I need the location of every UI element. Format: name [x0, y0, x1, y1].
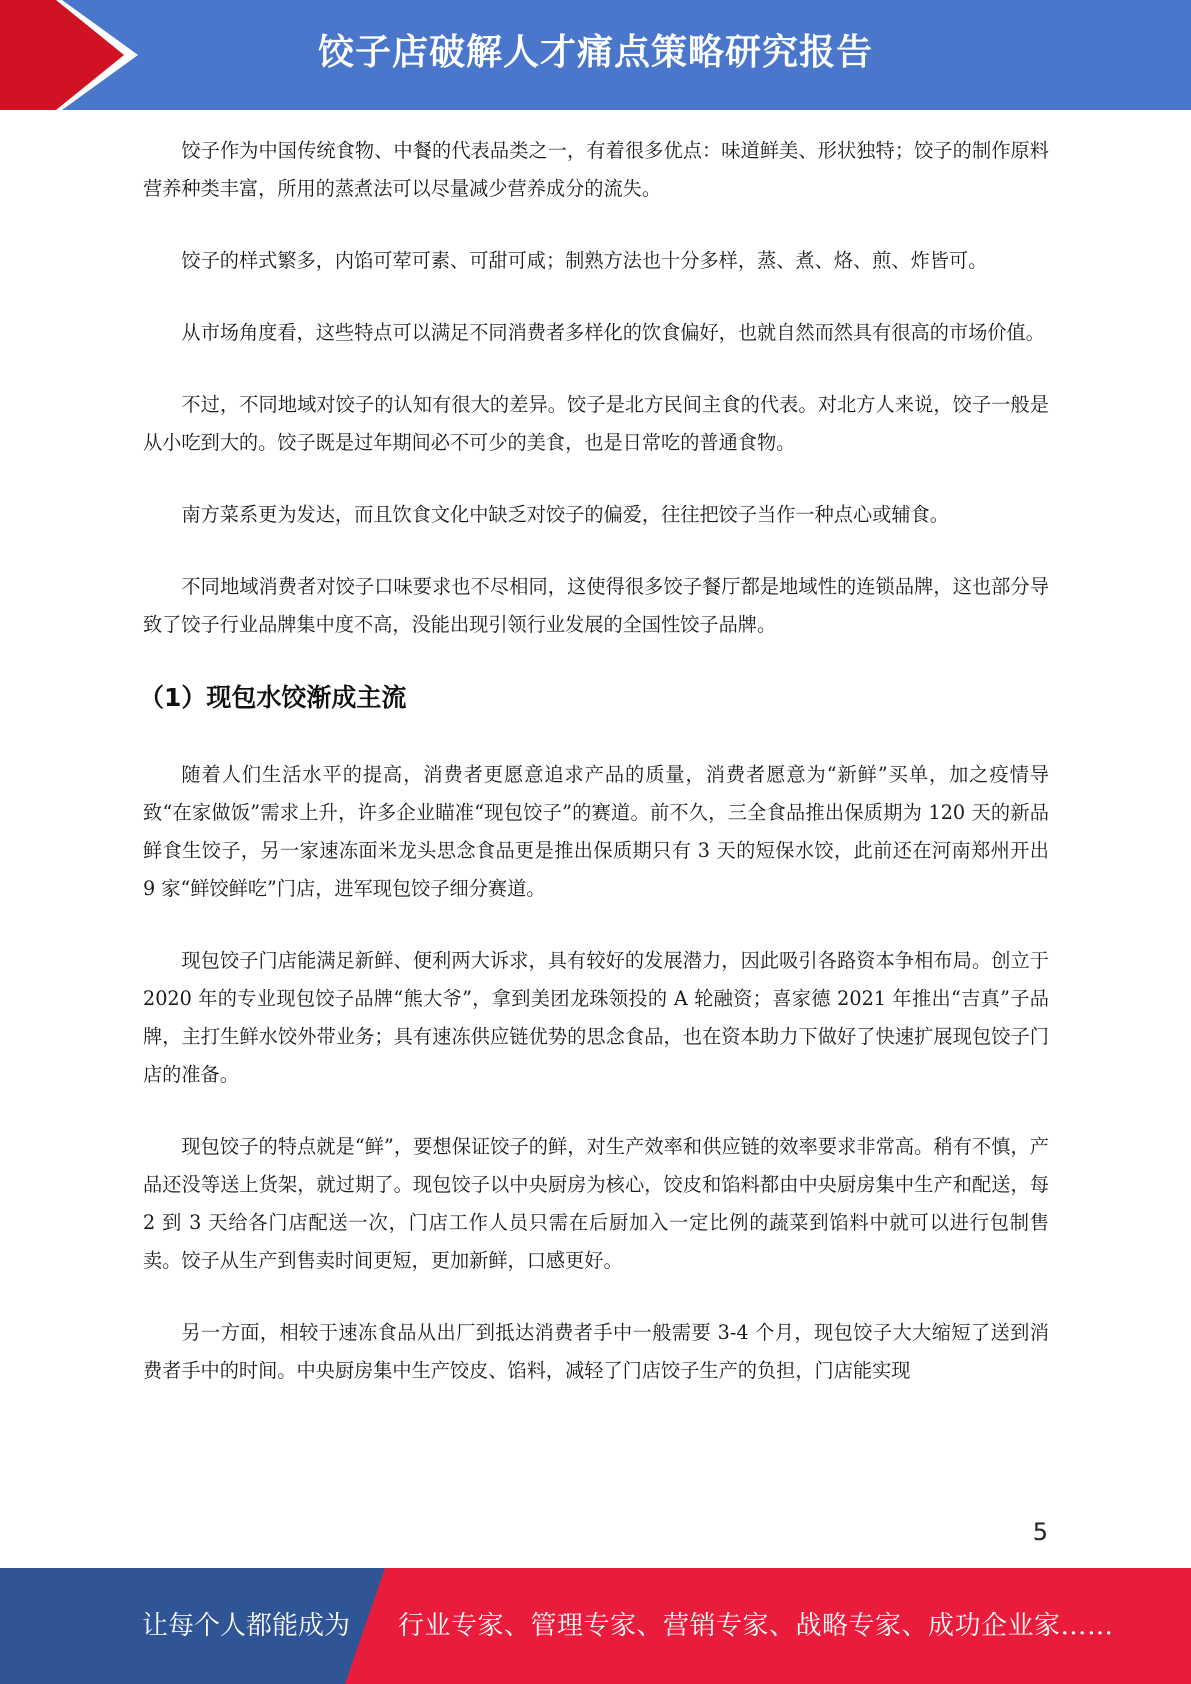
footer-slogan-left: 让每个人都能成为	[142, 1611, 351, 1641]
paragraph-intro-3: 从市场角度看，这些特点可以满足不同消费者多样化的饮食偏好，也就自然而然具有很高的市场价值。	[181, 321, 1045, 344]
page-footer	[0, 1568, 1191, 1684]
footer-slogan-right: 行业专家、管理专家、营销专家、战略专家、成功企业家……	[398, 1611, 1114, 1641]
paragraph-intro-4: 不过，不同地域对饺子的认知有很大的差异。饺子是北方民间主食的代表。对北方人来说，饺子一般是从小吃到大的。饺子既是过年期间必不可少的美食，也是日常吃的普通食物。	[143, 393, 1049, 454]
page-header	[0, 0, 1191, 110]
paragraph-section-4: 另一方面，相较于速冻食品从出厂到抵达消费者手中一般需要 3-4 个月，现包饺子大大缩短了送到消费者手中的时间。中央厨房集中生产饺皮、馅料，减轻了门店饺子生产的负担，门店能实现	[143, 1321, 1049, 1382]
paragraph-intro-5: 南方菜系更为发达，而且饮食文化中缺乏对饺子的偏爱，往往把饺子当作一种点心或辅食。	[181, 503, 949, 526]
paragraph-section-2: 现包饺子门店能满足新鲜、便利两大诉求，具有较好的发展潜力，因此吸引各路资本争相布局。创立于 2020 年的专业现包饺子品牌“熊大爷”，拿到美团龙珠领投的 A 轮融资；喜家德 2021 年推出“吉真”子品牌，主打生鲜水饺外带业务；具有速冻供应链优势的思念食品，也在资本助力下做好了快速扩展现包饺子门店的准备。	[143, 949, 1049, 1086]
report-title: 饺子店破解人才痛点策略研究报告	[317, 32, 873, 73]
paragraph-section-3: 现包饺子的特点就是“鲜”，要想保证饺子的鲜，对生产效率和供应链的效率要求非常高。稍有不慎，产品还没等送上货架，就过期了。现包饺子以中央厨房为核心，饺皮和馅料都由中央厨房集中生产和配送，每 2 到 3 天给各门店配送一次，门店工作人员只需在后厨加入一定比例的蔬菜到馅料中就可以进行包制售卖。饺子从生产到售卖时间更短，更加新鲜，口感更好。	[143, 1135, 1049, 1272]
page-number: 5	[1032, 1518, 1048, 1546]
paragraph-intro-2: 饺子的样式繁多，内馅可荤可素、可甜可咸；制熟方法也十分多样，蒸、煮、烙、煎、炸皆可。	[181, 249, 988, 272]
paragraph-intro-6: 不同地域消费者对饺子口味要求也不尽相同，这使得很多饺子餐厅都是地域性的连锁品牌，这也部分导致了饺子行业品牌集中度不高，没能出现引领行业发展的全国性饺子品牌。	[143, 575, 1049, 636]
paragraph-section-1: 随着人们生活水平的提高，消费者更愿意追求产品的质量，消费者愿意为“新鲜”买单，加之疫情导致“在家做饭”需求上升，许多企业瞄准“现包饺子”的赛道。前不久，三全食品推出保质期为 120 天的新品鲜食生饺子，另一家速冻面米龙头思念食品更是推出保质期只有 3 天的短保水饺，此前还在河南郑州开出 9 家“鲜饺鲜吃”门店，进军现包饺子细分赛道。	[143, 763, 1049, 900]
section-heading: （1）现包水饺渐成主流	[139, 683, 407, 712]
main-content	[139, 132, 1049, 1424]
paragraph-intro-1: 饺子作为中国传统食物、中餐的代表品类之一，有着很多优点：味道鲜美、形状独特；饺子的制作原料营养种类丰富，所用的蒸煮法可以尽量减少营养成分的流失。	[143, 139, 1049, 200]
